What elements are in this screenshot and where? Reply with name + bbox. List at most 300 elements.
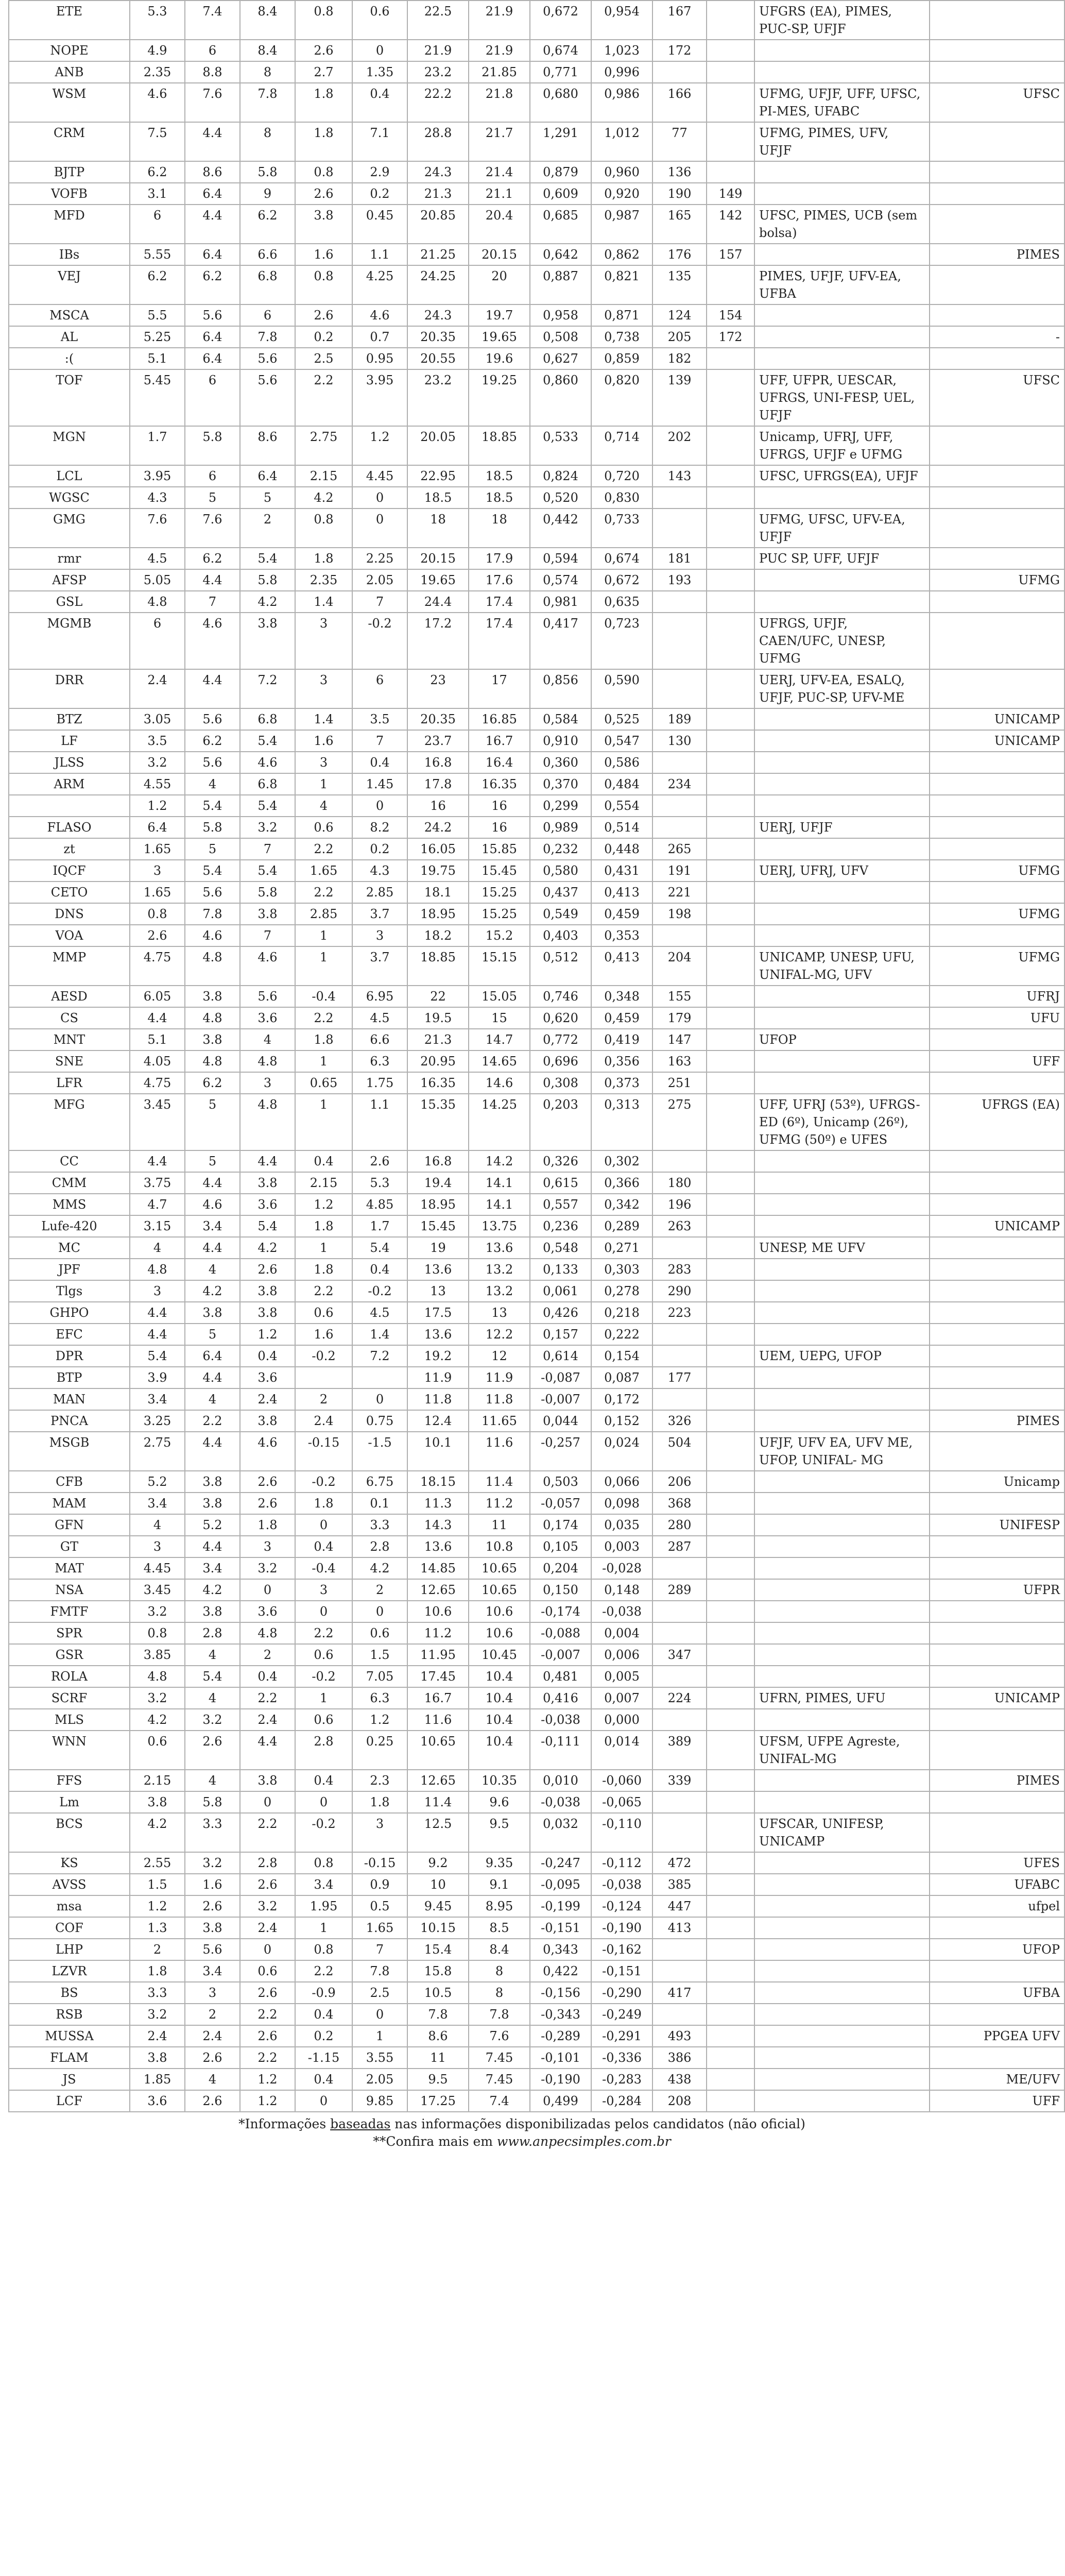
score-cell: 2.4 [240, 1709, 295, 1731]
score-cell: 0 [352, 795, 407, 817]
score-cell: 0,105 [530, 1536, 591, 1557]
score-cell: 8 [240, 61, 295, 83]
universities-cell [754, 2090, 930, 2112]
score-cell: 2.15 [130, 1770, 185, 1791]
candidate-name-cell: LFR [9, 1072, 130, 1094]
score-cell: 19.7 [469, 304, 530, 326]
score-cell: 0,426 [530, 1302, 591, 1324]
score-cell: 4.8 [185, 946, 240, 986]
destination-cell [930, 1367, 1064, 1388]
table-row [9, 1302, 1064, 1324]
candidate-name-cell: AFSP [9, 569, 130, 591]
score-cell: 1 [295, 1050, 352, 1072]
score-cell: 0.8 [295, 1852, 352, 1874]
destination-cell [930, 2047, 1064, 2069]
score-cell: 4 [185, 1388, 240, 1410]
score-cell: 6 [240, 304, 295, 326]
destination-cell: UNIFESP [930, 1514, 1064, 1536]
table-row [9, 304, 1064, 326]
score-cell: 19.75 [407, 860, 469, 882]
score-cell: 13.2 [469, 1259, 530, 1280]
score-cell: 208 [652, 2090, 707, 2112]
destination-cell [930, 1280, 1064, 1302]
score-cell: 17.9 [469, 548, 530, 569]
score-cell [707, 465, 754, 487]
score-cell: 2.3 [352, 1770, 407, 1791]
score-cell: 5.25 [130, 326, 185, 348]
score-cell: 0 [352, 40, 407, 61]
score-cell [707, 369, 754, 426]
score-cell: 0,746 [530, 986, 591, 1007]
score-cell: 4.4 [130, 1324, 185, 1345]
universities-cell [754, 1259, 930, 1280]
score-cell: 0,236 [530, 1215, 591, 1237]
score-cell: -0,088 [530, 1622, 591, 1644]
score-cell: 11.95 [407, 1644, 469, 1666]
score-cell: 1.1 [352, 1094, 407, 1150]
score-cell: 0,627 [530, 348, 591, 369]
score-cell [707, 817, 754, 838]
score-cell: 7.6 [185, 83, 240, 122]
score-cell: 4.5 [352, 1007, 407, 1029]
table-row [9, 426, 1064, 465]
score-cell: 5.4 [185, 1666, 240, 1687]
destination-cell: UFMG [930, 946, 1064, 986]
universities-cell: UERJ, UFRJ, UFV [754, 860, 930, 882]
score-cell: 3 [295, 752, 352, 773]
score-cell: 4.8 [130, 591, 185, 613]
score-cell: 280 [652, 1514, 707, 1536]
score-cell: 20.15 [407, 548, 469, 569]
score-cell: 3.2 [130, 2004, 185, 2025]
score-cell: 0,413 [591, 882, 652, 903]
score-cell: 0,989 [530, 817, 591, 838]
table-row [9, 2004, 1064, 2025]
score-cell: -0,111 [530, 1731, 591, 1770]
score-cell: 2.05 [352, 569, 407, 591]
score-cell: 5.4 [240, 730, 295, 752]
score-cell: 6.05 [130, 986, 185, 1007]
universities-cell [754, 1579, 930, 1601]
score-cell: 7.8 [185, 903, 240, 925]
score-cell: -0.4 [295, 1557, 352, 1579]
table-row [9, 882, 1064, 903]
score-cell: 1.7 [130, 426, 185, 465]
score-cell: 4.6 [240, 1432, 295, 1471]
score-cell: 18.85 [469, 426, 530, 465]
score-cell: 1.8 [295, 122, 352, 161]
footer-notes [8, 2115, 1036, 2150]
score-cell [707, 1471, 754, 1493]
universities-cell [754, 326, 930, 348]
score-cell: -0.2 [352, 613, 407, 669]
destination-cell: UFBA [930, 1982, 1064, 2004]
score-cell: 6.6 [352, 1029, 407, 1050]
score-cell: 4.45 [130, 1557, 185, 1579]
score-cell: 3.45 [130, 1094, 185, 1150]
table-row [9, 1960, 1064, 1982]
score-cell: 21.3 [407, 183, 469, 205]
destination-cell: UNICAMP [930, 730, 1064, 752]
score-cell: 16.35 [469, 773, 530, 795]
score-cell: 0,024 [591, 1432, 652, 1471]
score-cell: 6 [352, 669, 407, 708]
destination-cell: UFMG [930, 903, 1064, 925]
score-cell: 20.35 [407, 708, 469, 730]
score-cell: 3.2 [240, 817, 295, 838]
table-row [9, 1895, 1064, 1917]
score-cell: 4 [185, 1644, 240, 1666]
universities-cell [754, 1874, 930, 1895]
score-cell: 14.1 [469, 1194, 530, 1215]
website-link[interactable]: www.anpecsimples.com.br [496, 2134, 671, 2149]
destination-cell: ME/UFV [930, 2069, 1064, 2090]
score-cell: 4.5 [130, 548, 185, 569]
score-cell: 1.4 [295, 708, 352, 730]
score-cell: 3.4 [130, 1493, 185, 1514]
universities-cell: PIMES, UFJF, UFV-EA, UFBA [754, 265, 930, 304]
score-cell: 0,674 [530, 40, 591, 61]
score-cell: 2 [130, 1939, 185, 1960]
score-cell [707, 548, 754, 569]
destination-cell [930, 1324, 1064, 1345]
score-cell: 0,821 [591, 265, 652, 304]
score-cell: 0,549 [530, 903, 591, 925]
score-cell: 5.8 [185, 1791, 240, 1813]
score-cell: 2.4 [130, 2025, 185, 2047]
score-cell: -0,249 [591, 2004, 652, 2025]
candidate-name-cell [9, 795, 130, 817]
score-cell: 7.2 [240, 669, 295, 708]
score-cell: -0,038 [591, 1874, 652, 1895]
universities-cell [754, 1666, 930, 1687]
score-cell [707, 925, 754, 946]
score-cell: 2.6 [240, 1471, 295, 1493]
score-cell: 7.8 [352, 1960, 407, 1982]
score-cell: 16.05 [407, 838, 469, 860]
score-cell: 4 [240, 1029, 295, 1050]
score-cell [707, 2025, 754, 2047]
score-cell: 1.65 [130, 838, 185, 860]
table-row [9, 83, 1064, 122]
score-cell: 0,152 [591, 1410, 652, 1432]
universities-cell [754, 1050, 930, 1072]
score-cell: 130 [652, 730, 707, 752]
score-cell: 1.8 [295, 1259, 352, 1280]
table-row [9, 1, 1064, 40]
table-row [9, 326, 1064, 348]
score-cell: 5 [185, 1324, 240, 1345]
score-cell: 10.5 [407, 1982, 469, 2004]
score-cell: 0,862 [591, 244, 652, 265]
universities-cell [754, 1770, 930, 1791]
score-cell: 0,594 [530, 548, 591, 569]
score-cell: 4 [295, 795, 352, 817]
score-cell: 5.4 [240, 860, 295, 882]
score-cell [707, 1388, 754, 1410]
score-cell: 12.65 [407, 1770, 469, 1791]
score-cell: -0.15 [295, 1432, 352, 1471]
table-row [9, 1493, 1064, 1514]
score-cell [652, 61, 707, 83]
score-cell: 19.65 [469, 326, 530, 348]
table-row [9, 61, 1064, 83]
table-row [9, 986, 1064, 1007]
score-cell: 7.4 [469, 2090, 530, 2112]
candidate-name-cell: GHPO [9, 1302, 130, 1324]
score-cell [707, 122, 754, 161]
score-cell [707, 669, 754, 708]
score-cell: 21.1 [469, 183, 530, 205]
score-cell: 0,437 [530, 882, 591, 903]
table-row [9, 205, 1064, 244]
candidate-name-cell: Lm [9, 1791, 130, 1813]
destination-cell [930, 817, 1064, 838]
score-cell: 0,557 [530, 1194, 591, 1215]
score-cell [652, 1150, 707, 1172]
score-cell: 0,419 [591, 1029, 652, 1050]
candidate-name-cell: GT [9, 1536, 130, 1557]
score-cell: 17.5 [407, 1302, 469, 1324]
score-cell: -0.2 [295, 1471, 352, 1493]
score-cell: 6.8 [240, 708, 295, 730]
score-cell: 0,150 [530, 1579, 591, 1601]
score-cell: 11.8 [469, 1388, 530, 1410]
score-cell [652, 1622, 707, 1644]
score-cell: 3.8 [240, 903, 295, 925]
score-cell: 4.2 [352, 1557, 407, 1579]
score-cell: 10.4 [469, 1666, 530, 1687]
score-cell [707, 946, 754, 986]
score-cell: -0,257 [530, 1432, 591, 1471]
score-cell: -0,038 [530, 1709, 591, 1731]
score-cell: 6.4 [185, 183, 240, 205]
score-cell: 0,609 [530, 183, 591, 205]
score-cell: 2.6 [185, 1731, 240, 1770]
score-cell: 18.95 [407, 1194, 469, 1215]
score-cell: 413 [652, 1917, 707, 1939]
universities-cell [754, 1150, 930, 1172]
score-cell: 4.2 [295, 487, 352, 509]
table-row [9, 1536, 1064, 1557]
score-cell [652, 487, 707, 509]
score-cell: 5.4 [130, 1345, 185, 1367]
score-cell: 1.85 [130, 2069, 185, 2090]
universities-cell [754, 1982, 930, 2004]
score-cell: 3 [240, 1536, 295, 1557]
destination-cell: PIMES [930, 244, 1064, 265]
score-cell: 0,133 [530, 1259, 591, 1280]
score-cell: 13.6 [407, 1324, 469, 1345]
score-cell: 7.05 [352, 1666, 407, 1687]
score-cell: 0.2 [352, 838, 407, 860]
candidate-name-cell: Tlgs [9, 1280, 130, 1302]
score-cell: 0,830 [591, 487, 652, 509]
score-cell: 177 [652, 1367, 707, 1388]
score-cell: 19 [407, 1237, 469, 1259]
table-row [9, 708, 1064, 730]
score-cell: 154 [707, 304, 754, 326]
score-cell: -0,112 [591, 1852, 652, 1874]
candidate-name-cell: MAN [9, 1388, 130, 1410]
score-cell: 1.2 [352, 426, 407, 465]
score-cell: 15.45 [469, 860, 530, 882]
table-row [9, 1259, 1064, 1280]
score-cell: 2.5 [295, 348, 352, 369]
score-cell: 2.2 [295, 1007, 352, 1029]
destination-cell: UFES [930, 1852, 1064, 1874]
universities-cell: Unicamp, UFRJ, UFF, UFRGS, UFJF e UFMG [754, 426, 930, 465]
score-cell: 20.85 [407, 205, 469, 244]
score-cell: 0.2 [295, 2025, 352, 2047]
candidate-name-cell: LCF [9, 2090, 130, 2112]
universities-cell: UFSC, PIMES, UCB (sem bolsa) [754, 205, 930, 244]
score-cell [707, 613, 754, 669]
score-cell: 0,680 [530, 83, 591, 122]
score-cell: 16.85 [469, 708, 530, 730]
score-cell: 0,723 [591, 613, 652, 669]
table-row [9, 1601, 1064, 1622]
score-cell: 3.7 [352, 903, 407, 925]
destination-cell [930, 1432, 1064, 1471]
destination-cell [930, 1960, 1064, 1982]
score-cell: 6.95 [352, 986, 407, 1007]
score-cell: 10.4 [469, 1731, 530, 1770]
score-cell: 9.85 [352, 2090, 407, 2112]
table-row [9, 569, 1064, 591]
score-cell: 0,958 [530, 304, 591, 326]
score-cell [707, 1536, 754, 1557]
score-cell [652, 1666, 707, 1687]
score-cell: 19.6 [469, 348, 530, 369]
score-cell [707, 1302, 754, 1324]
score-cell: 2.8 [240, 1852, 295, 1874]
score-cell: 3.95 [130, 465, 185, 487]
score-cell: 0,887 [530, 265, 591, 304]
score-cell: 10.45 [469, 1644, 530, 1666]
candidate-name-cell: LCL [9, 465, 130, 487]
destination-cell: ufpel [930, 1895, 1064, 1917]
score-cell: 0,820 [591, 369, 652, 426]
table-row [9, 265, 1064, 304]
destination-cell [930, 348, 1064, 369]
score-cell: 8 [469, 1982, 530, 2004]
score-cell: 2.75 [130, 1432, 185, 1471]
score-cell: 202 [652, 426, 707, 465]
score-cell: 17.6 [469, 569, 530, 591]
score-cell: 4.45 [352, 465, 407, 487]
score-cell [707, 773, 754, 795]
universities-cell [754, 1388, 930, 1410]
destination-cell [930, 548, 1064, 569]
score-cell: 7.6 [469, 2025, 530, 2047]
score-cell: 23.2 [407, 61, 469, 83]
footer-note-2-text: **Confira mais em [373, 2134, 497, 2149]
score-cell: 16.7 [469, 730, 530, 752]
score-cell: 3.2 [240, 1895, 295, 1917]
score-cell: 2.6 [240, 2025, 295, 2047]
score-cell: 1 [295, 946, 352, 986]
score-cell: 2 [185, 2004, 240, 2025]
score-cell: 326 [652, 1410, 707, 1432]
destination-cell: UFABC [930, 1874, 1064, 1895]
score-cell: 20.4 [469, 205, 530, 244]
table-row [9, 1280, 1064, 1302]
universities-cell [754, 1493, 930, 1514]
score-cell: 0,413 [591, 946, 652, 986]
score-cell [707, 1644, 754, 1666]
score-cell: -0.2 [352, 1280, 407, 1302]
score-cell: 4.8 [240, 1050, 295, 1072]
score-cell: 5.6 [185, 708, 240, 730]
score-cell: 16 [407, 795, 469, 817]
score-cell [707, 1601, 754, 1622]
score-cell: 0,512 [530, 946, 591, 986]
score-cell: -0.4 [295, 986, 352, 1007]
score-cell: 0,696 [530, 1050, 591, 1072]
score-cell: 7.6 [185, 509, 240, 548]
table-row [9, 548, 1064, 569]
universities-cell: UFRGS, UFJF, CAEN/UFC, UNESP, UFMG [754, 613, 930, 669]
score-cell [707, 1791, 754, 1813]
score-cell: 389 [652, 1731, 707, 1770]
score-cell: 7.8 [240, 326, 295, 348]
universities-cell: PUC SP, UFF, UFJF [754, 548, 930, 569]
score-cell: 3.25 [130, 1410, 185, 1432]
score-cell: 3 [240, 1072, 295, 1094]
score-cell: 6.4 [185, 1345, 240, 1367]
destination-cell [930, 752, 1064, 773]
score-cell [707, 1367, 754, 1388]
score-cell: 438 [652, 2069, 707, 2090]
score-cell: 11.9 [469, 1367, 530, 1388]
candidate-name-cell: IQCF [9, 860, 130, 882]
score-cell: 7.8 [407, 2004, 469, 2025]
universities-cell [754, 2069, 930, 2090]
table-row [9, 1215, 1064, 1237]
score-cell: 3.7 [352, 946, 407, 986]
score-cell: 2.6 [240, 1259, 295, 1280]
score-cell: 6.6 [240, 244, 295, 265]
score-cell: 290 [652, 1280, 707, 1302]
score-cell: 0.2 [352, 183, 407, 205]
table-row [9, 1072, 1064, 1094]
score-cell [652, 591, 707, 613]
score-cell: 0 [352, 2004, 407, 2025]
score-cell: 447 [652, 1895, 707, 1917]
table-row [9, 1324, 1064, 1345]
score-cell: 21.7 [469, 122, 530, 161]
score-cell: 18.5 [469, 487, 530, 509]
score-cell: 5.6 [185, 752, 240, 773]
score-cell [652, 1813, 707, 1852]
score-cell: 0 [295, 1791, 352, 1813]
score-cell: 0,313 [591, 1094, 652, 1150]
score-cell: 0.25 [352, 1731, 407, 1770]
score-cell: 0.6 [295, 1644, 352, 1666]
score-cell: 6.3 [352, 1050, 407, 1072]
table-row [9, 773, 1064, 795]
score-cell: 234 [652, 773, 707, 795]
score-cell: 9.5 [407, 2069, 469, 2090]
score-cell: 6 [185, 465, 240, 487]
score-cell: 0,403 [530, 925, 591, 946]
score-cell: 0.4 [352, 1259, 407, 1280]
score-cell [352, 1367, 407, 1388]
footer-note-2 [8, 2133, 1036, 2150]
score-cell: 4.2 [240, 591, 295, 613]
table-row [9, 817, 1064, 838]
